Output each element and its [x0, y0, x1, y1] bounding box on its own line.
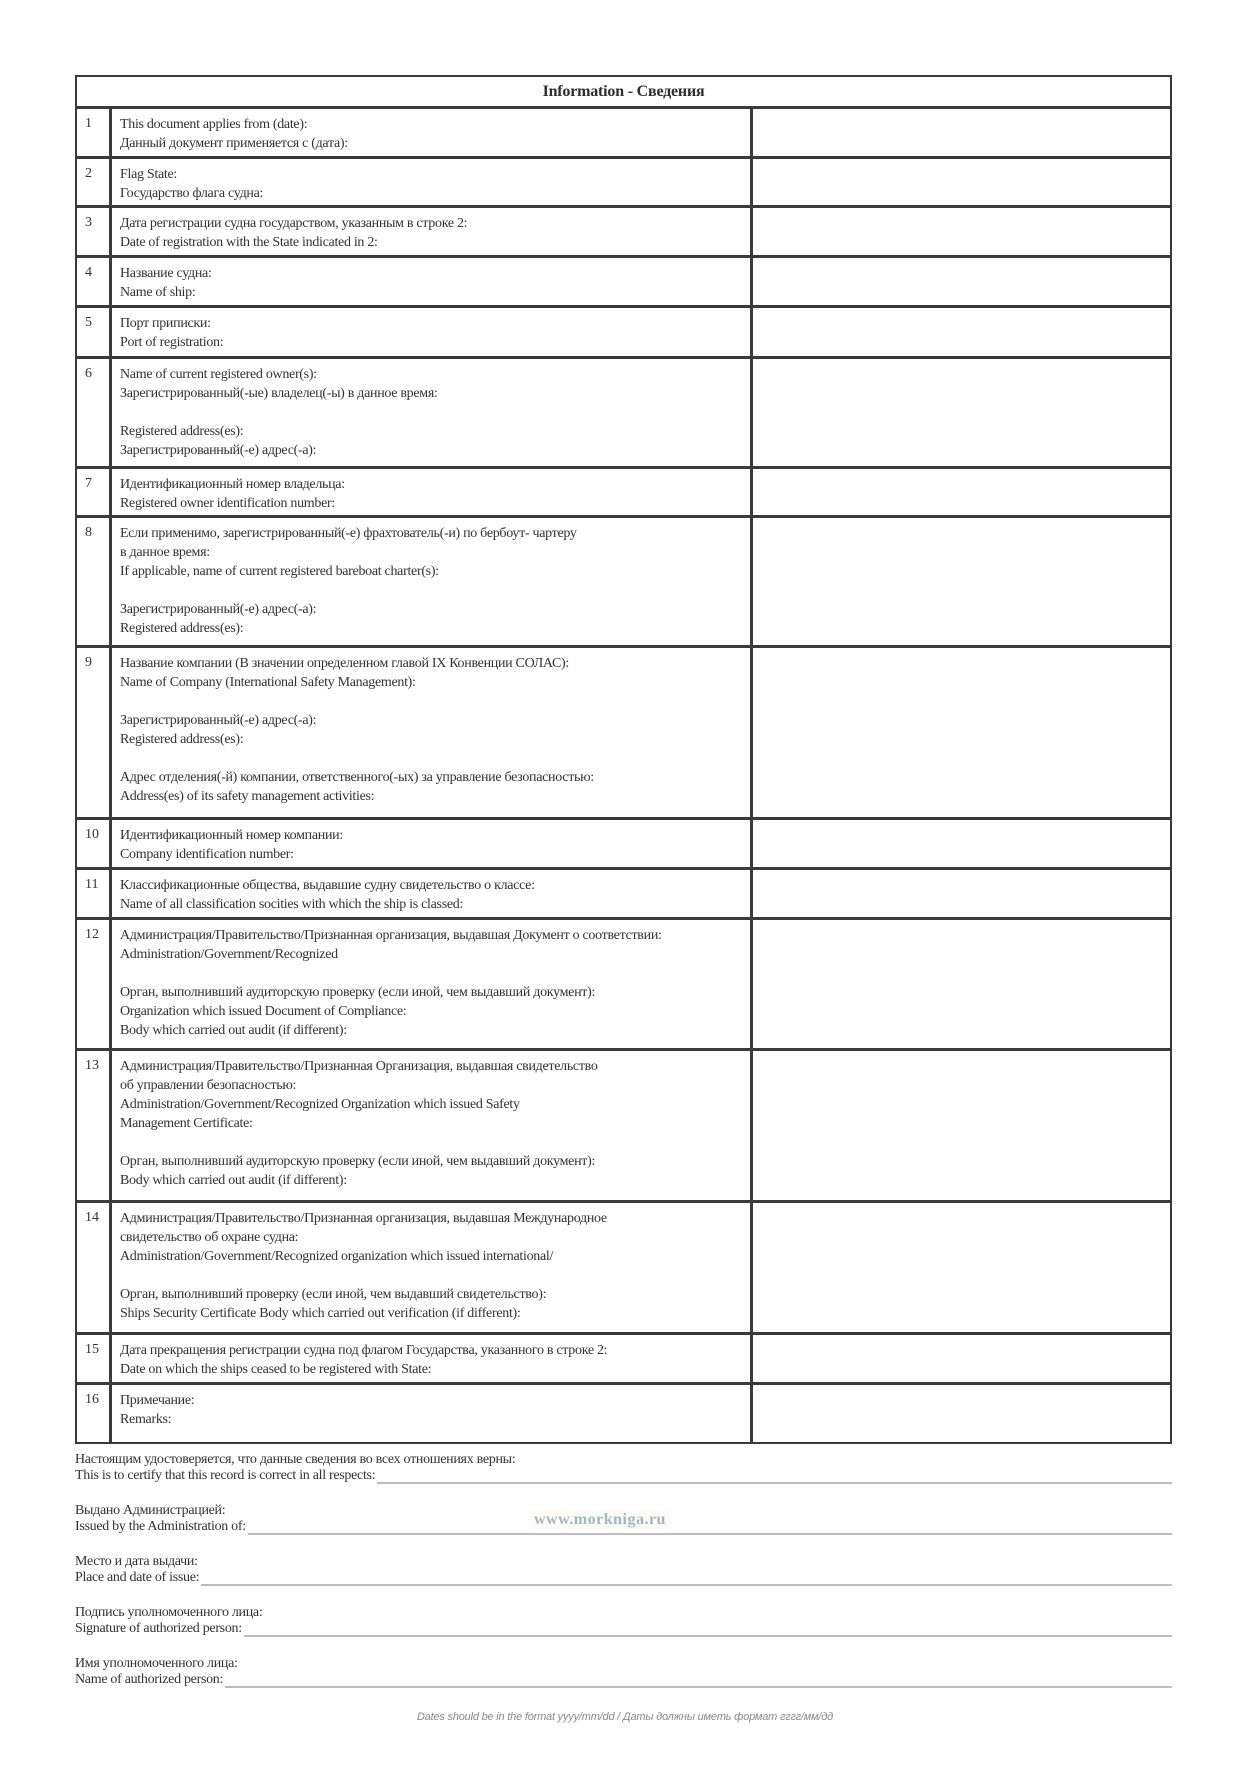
label-line: Дата регистрации судна государством, указанным в строке 2:	[120, 216, 468, 231]
field-label-en: Issued by the Administration of:	[75, 1519, 246, 1534]
table-row	[77, 648, 1170, 820]
field-label-ru: Имя уполномоченного лица:	[75, 1656, 238, 1671]
label-line: Примечание:	[120, 1393, 195, 1408]
row-number: 1	[77, 109, 112, 156]
label-line: свидетельство об охране судна:	[120, 1230, 299, 1245]
label-line: Administration/Government/Recognized Organization which issued Safety	[120, 1097, 520, 1112]
row-value-input[interactable]	[753, 159, 1170, 205]
label-line: This document applies from (date):	[120, 117, 308, 132]
row-value-input[interactable]	[753, 518, 1170, 645]
row-value-input[interactable]	[753, 1385, 1170, 1442]
row-value-input[interactable]	[753, 820, 1170, 867]
label-line: Date of registration with the State indicated in 2:	[120, 235, 378, 250]
label-line: Name of ship:	[120, 285, 196, 300]
row-label	[112, 870, 753, 917]
row-label	[112, 1203, 753, 1332]
label-line: Administration/Government/Recognized	[120, 947, 338, 962]
row-label	[112, 159, 753, 205]
row-value-cell[interactable]	[753, 920, 1170, 1048]
label-line: Registered address(es):	[120, 732, 244, 747]
row-value-cell[interactable]	[753, 109, 1170, 156]
row-value-input[interactable]	[753, 920, 1170, 1048]
label-line: Body which carried out audit (if different):	[120, 1023, 347, 1038]
row-number: 16	[77, 1385, 112, 1442]
label-line: Администрация/Правительство/Признанная организация, выдавшая Документ о соответствии:	[120, 928, 662, 943]
row-value-input[interactable]	[753, 109, 1170, 156]
label-line: Зарегистрированный(-е) адрес(-а):	[120, 443, 317, 458]
row-number: 8	[77, 518, 112, 645]
row-value-cell[interactable]	[753, 518, 1170, 645]
table-row	[77, 308, 1170, 359]
row-number: 15	[77, 1335, 112, 1382]
table-row	[77, 820, 1170, 870]
table-row	[77, 870, 1170, 920]
label-line: If applicable, name of current registered bareboat charter(s):	[120, 564, 439, 579]
row-number: 14	[77, 1203, 112, 1332]
table-row	[77, 1203, 1170, 1335]
row-value-input[interactable]	[753, 870, 1170, 917]
label-line: Зарегистрированный(-ые) владелец(-ы) в данное время:	[120, 386, 438, 401]
row-label	[112, 109, 753, 156]
row-value-input[interactable]	[753, 1335, 1170, 1382]
row-number: 9	[77, 648, 112, 817]
label-line: Идентификационный номер компании:	[120, 828, 343, 843]
row-label	[112, 920, 753, 1048]
label-line: Дата прекращения регистрации судна под флагом Государства, указанного в строке 2:	[120, 1343, 608, 1358]
label-line: Если применимо, зарегистрированный(-е) фрахтователь(-и) по бербоут- чартеру	[120, 526, 577, 541]
signature-line[interactable]	[244, 1621, 1172, 1637]
table-row	[77, 258, 1170, 308]
table-title: Information - Сведения	[77, 77, 1170, 109]
label-line: Registered address(es):	[120, 621, 244, 636]
row-number: 4	[77, 258, 112, 305]
row-value-cell[interactable]	[753, 1335, 1170, 1382]
row-label	[112, 469, 753, 515]
information-table	[75, 75, 1172, 1444]
label-spacer	[120, 1266, 750, 1285]
row-value-input[interactable]	[753, 208, 1170, 255]
label-line: Body which carried out audit (if different):	[120, 1173, 347, 1188]
signature-line[interactable]	[225, 1672, 1172, 1688]
certification-input[interactable]	[244, 1621, 1172, 1635]
row-number: 2	[77, 159, 112, 205]
field-label-en: This is to certify that this record is correct in all respects:	[75, 1468, 376, 1483]
row-value-input[interactable]	[753, 648, 1170, 817]
table-body	[77, 109, 1170, 1442]
signature-line[interactable]	[248, 1519, 1172, 1535]
row-value-cell[interactable]	[753, 820, 1170, 867]
date-format-footnote: Dates should be in the format yyyy/mm/dd / Даты должны иметь формат гггг/мм/дд	[416, 1711, 834, 1723]
label-spacer	[120, 692, 750, 711]
label-spacer	[120, 1133, 750, 1152]
row-label	[112, 208, 753, 255]
row-label	[112, 1335, 753, 1382]
label-line: Address(es) of its safety management activities:	[120, 789, 375, 804]
label-line: Administration/Government/Recognized organization which issued international/	[120, 1249, 554, 1264]
label-line: Администрация/Правительство/Признанная организация, выдавшая Международное	[120, 1211, 607, 1226]
field-label-ru: Настоящим удостоверяется, что данные сведения во всех отношениях верны:	[75, 1452, 516, 1467]
table-row	[77, 1051, 1170, 1203]
signature-line[interactable]	[377, 1468, 1172, 1484]
row-value-cell[interactable]	[753, 870, 1170, 917]
row-label	[112, 359, 753, 466]
table-row	[77, 109, 1170, 159]
label-line: Государство флага судна:	[120, 186, 264, 201]
row-value-input[interactable]	[753, 1051, 1170, 1200]
row-number: 13	[77, 1051, 112, 1200]
certification-field	[75, 1452, 1172, 1503]
certification-field	[75, 1605, 1172, 1656]
certification-fields	[75, 1452, 1172, 1707]
row-number: 6	[77, 359, 112, 466]
row-label	[112, 518, 753, 645]
row-value-input[interactable]	[753, 359, 1170, 466]
certification-input[interactable]	[225, 1672, 1172, 1686]
table-row	[77, 359, 1170, 469]
certification-section	[75, 1452, 1172, 1707]
label-line: Registered address(es):	[120, 424, 244, 439]
row-value-cell[interactable]	[753, 1051, 1170, 1200]
table-row	[77, 1385, 1170, 1442]
row-value-cell[interactable]	[753, 1385, 1170, 1442]
label-line: в данное время:	[120, 545, 210, 560]
row-value-cell[interactable]	[753, 359, 1170, 466]
field-label-en: Place and date of issue:	[75, 1570, 200, 1585]
row-number: 7	[77, 469, 112, 515]
certification-field	[75, 1656, 1172, 1707]
label-line: Name of Company (International Safety Management):	[120, 675, 416, 690]
field-label-en: Signature of authorized person:	[75, 1621, 242, 1636]
signature-line[interactable]	[201, 1570, 1172, 1586]
certification-input[interactable]	[201, 1570, 1172, 1584]
row-value-input[interactable]	[753, 308, 1170, 356]
label-line: Адрес отделения(-й) компании, ответственного(-ых) за управление безопасностью:	[120, 770, 594, 785]
field-row	[75, 1570, 1172, 1586]
label-line: Company identification number:	[120, 847, 294, 862]
row-label	[112, 308, 753, 356]
table-row	[77, 518, 1170, 648]
field-row	[75, 1468, 1172, 1484]
table-row	[77, 920, 1170, 1051]
label-line: Management Certificate:	[120, 1116, 253, 1131]
label-line: Remarks:	[120, 1412, 172, 1427]
row-value-cell[interactable]	[753, 469, 1170, 515]
row-number: 5	[77, 308, 112, 356]
certification-input[interactable]	[377, 1468, 1172, 1482]
field-row	[75, 1621, 1172, 1637]
label-line: Орган, выполнивший аудиторскую проверку (если иной, чем выдавший документ):	[120, 1154, 596, 1169]
row-label	[112, 1051, 753, 1200]
field-label-ru: Подпись уполномоченного лица:	[75, 1605, 263, 1620]
label-line: Порт приписки:	[120, 316, 211, 331]
certification-field	[75, 1554, 1172, 1605]
row-value-cell[interactable]	[753, 258, 1170, 305]
watermark: www.morkniga.ru	[530, 1511, 670, 1529]
row-label	[112, 258, 753, 305]
label-line: Port of registration:	[120, 335, 224, 350]
label-line: Орган, выполнивший проверку (если иной, чем выдавший свидетельство):	[120, 1287, 547, 1302]
row-number: 3	[77, 208, 112, 255]
row-value-input[interactable]	[753, 258, 1170, 305]
table-row	[77, 208, 1170, 258]
row-value-input[interactable]	[753, 1203, 1170, 1332]
row-value-cell[interactable]	[753, 648, 1170, 817]
label-line: Organization which issued Document of Compliance:	[120, 1004, 407, 1019]
label-spacer	[120, 403, 750, 422]
table-row	[77, 1335, 1170, 1385]
row-label	[112, 1385, 753, 1442]
certification-input[interactable]	[248, 1519, 1172, 1533]
row-number: 11	[77, 870, 112, 917]
label-line: Орган, выполнивший аудиторскую проверку (если иной, чем выдавший документ):	[120, 985, 596, 1000]
field-label-ru: Место и дата выдачи:	[75, 1554, 198, 1569]
row-label	[112, 648, 753, 817]
label-line: Registered owner identification number:	[120, 496, 335, 511]
label-line: об управлении безопасностью:	[120, 1078, 297, 1093]
label-line: Name of all classification socities with which the ship is classed:	[120, 897, 464, 912]
field-row	[75, 1672, 1172, 1688]
field-label-ru: Выдано Администрацией:	[75, 1503, 226, 1518]
row-value-input[interactable]	[753, 469, 1170, 515]
label-line: Зарегистрированный(-е) адрес(-а):	[120, 713, 317, 728]
label-line: Классификационные общества, выдавшие судну свидетельство о классе:	[120, 878, 535, 893]
row-value-cell[interactable]	[753, 308, 1170, 356]
row-value-cell[interactable]	[753, 1203, 1170, 1332]
label-line: Date on which the ships ceased to be registered with State:	[120, 1362, 432, 1377]
row-value-cell[interactable]	[753, 208, 1170, 255]
label-line: Данный документ применяется с (дата):	[120, 136, 348, 151]
label-line: Flag State:	[120, 167, 177, 182]
row-value-cell[interactable]	[753, 159, 1170, 205]
table-row	[77, 159, 1170, 208]
label-line: Зарегистрированный(-е) адрес(-а):	[120, 602, 317, 617]
label-spacer	[120, 581, 750, 600]
table-row	[77, 469, 1170, 518]
row-number: 12	[77, 920, 112, 1048]
label-line: Name of current registered owner(s):	[120, 367, 317, 382]
label-line: Идентификационный номер владельца:	[120, 477, 345, 492]
label-line: Ships Security Certificate Body which carried out verification (if different):	[120, 1306, 521, 1321]
row-number: 10	[77, 820, 112, 867]
field-label-en: Name of authorized person:	[75, 1672, 224, 1687]
row-label	[112, 820, 753, 867]
label-spacer	[120, 749, 750, 768]
label-line: Название компании (В значении определенном главой IX Конвенции СОЛАС):	[120, 656, 570, 671]
label-line: Название судна:	[120, 266, 212, 281]
label-spacer	[120, 964, 750, 983]
label-line: Администрация/Правительство/Признанная Организация, выдавшая свидетельство	[120, 1059, 598, 1074]
